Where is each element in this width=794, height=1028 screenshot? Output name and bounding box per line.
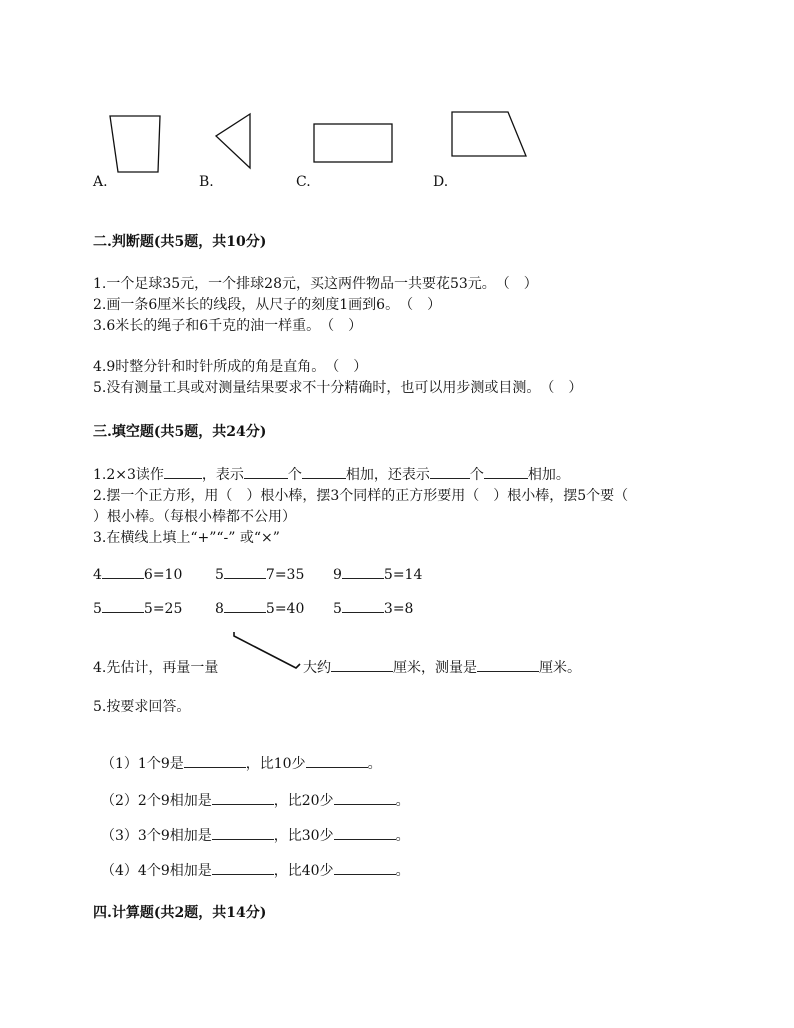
fill-q5-text: 5.按要求回答。	[93, 699, 191, 715]
fill-q3-text: 3.在横线上填上“+”“-” 或“×”	[93, 530, 280, 546]
q3-blank[interactable]	[224, 598, 266, 613]
shape-label-c: C.	[296, 174, 311, 190]
q5-blank[interactable]	[334, 860, 396, 875]
q5-item-4: （4）4个9相加是 ，比40少 。	[101, 860, 410, 880]
judge-item-1: 1.一个足球35元，一个排球28元，买这两件物品一共要花53元。 （ ）	[93, 276, 538, 292]
q1-blank-2[interactable]	[244, 464, 288, 479]
q1-text-e: 个	[469, 467, 484, 483]
fill-q2-line2: ）根小棒。（每根小棒都不公用）	[93, 509, 296, 525]
rectangle-c-figure	[312, 122, 394, 164]
q4-blank-measure[interactable]	[477, 657, 539, 672]
parallelogram-d-figure	[448, 110, 530, 160]
q1-blank-4[interactable]	[430, 464, 470, 479]
q5-blank[interactable]	[212, 860, 274, 875]
q5-blank[interactable]	[334, 790, 396, 805]
judge-item-2: 2.画一条6厘米长的线段，从尺子的刻度1画到6。 （ ）	[93, 297, 442, 313]
q5-blank[interactable]	[334, 825, 396, 840]
q1-text-a: 1.2×3读作	[93, 467, 164, 483]
q5-blank[interactable]	[212, 790, 274, 805]
q1-blank-5[interactable]	[484, 464, 528, 479]
q3-blank[interactable]	[342, 598, 384, 613]
q5-blank[interactable]	[184, 753, 246, 768]
q3-row2-item2: 8 5=40	[215, 598, 304, 617]
shape-label-d: D.	[433, 174, 449, 190]
section3-heading: 三.填空题(共5题，共24分)	[93, 424, 267, 440]
q5-blank[interactable]	[306, 753, 368, 768]
bent-line-segment-figure	[230, 630, 302, 672]
q5-item-3: （3）3个9相加是 ，比30少 。	[101, 825, 410, 845]
q1-text-f: 相加。	[527, 467, 570, 483]
fill-q4: 大约 厘米，测量是 厘米。	[303, 657, 581, 677]
q3-row1-item3: 9 5=14	[333, 564, 422, 583]
judge-item-4: 4.9时整分针和时针所成的角是直角。 （ ）	[93, 359, 368, 375]
shape-label-b: B.	[199, 174, 214, 190]
q3-row2-item1: 5 5=25	[93, 598, 182, 617]
q3-blank[interactable]	[342, 564, 384, 579]
trapezoid-a-figure	[108, 114, 164, 176]
q1-text-d: 相加，还表示	[345, 467, 430, 483]
q4-blank-estimate[interactable]	[331, 657, 393, 672]
q3-row1-item2: 5 7=35	[215, 564, 304, 583]
section2-heading: 二.判断题(共5题，共10分)	[93, 234, 267, 250]
fill-q1	[93, 464, 570, 484]
triangle-b-figure	[212, 112, 254, 172]
q3-blank[interactable]	[102, 598, 144, 613]
q5-blank[interactable]	[212, 825, 274, 840]
shape-label-a: A.	[93, 174, 108, 190]
q5-item-1: （1）1个9是 ，比10少 。	[101, 753, 382, 773]
q5-item-2: （2）2个9相加是 ，比20少 。	[101, 790, 410, 810]
judge-item-3: 3.6米长的绳子和6千克的油一样重。 （ ）	[93, 318, 363, 334]
section4-heading: 四.计算题(共2题，共14分)	[93, 905, 267, 921]
judge-item-5: 5.没有测量工具或对测量结果要求不十分精确时，也可以用步测或目测。 （ ）	[93, 380, 583, 396]
fill-q2-line1: 2.摆一个正方形，用（ ）根小棒，摆3个同样的正方形要用（ ）根小棒，摆5个要（	[93, 488, 629, 504]
q1-text-b: ，表示	[201, 467, 244, 483]
q1-blank-1[interactable]	[164, 464, 202, 479]
q1-blank-3[interactable]	[302, 464, 346, 479]
q3-blank[interactable]	[102, 564, 144, 579]
q3-blank[interactable]	[224, 564, 266, 579]
q3-row2-item3: 5 3=8	[333, 598, 413, 617]
q1-text-c: 个	[287, 467, 302, 483]
fill-q4-prefix: 4.先估计，再量一量	[93, 660, 219, 676]
q3-row1-item1: 4 6=10	[93, 564, 182, 583]
